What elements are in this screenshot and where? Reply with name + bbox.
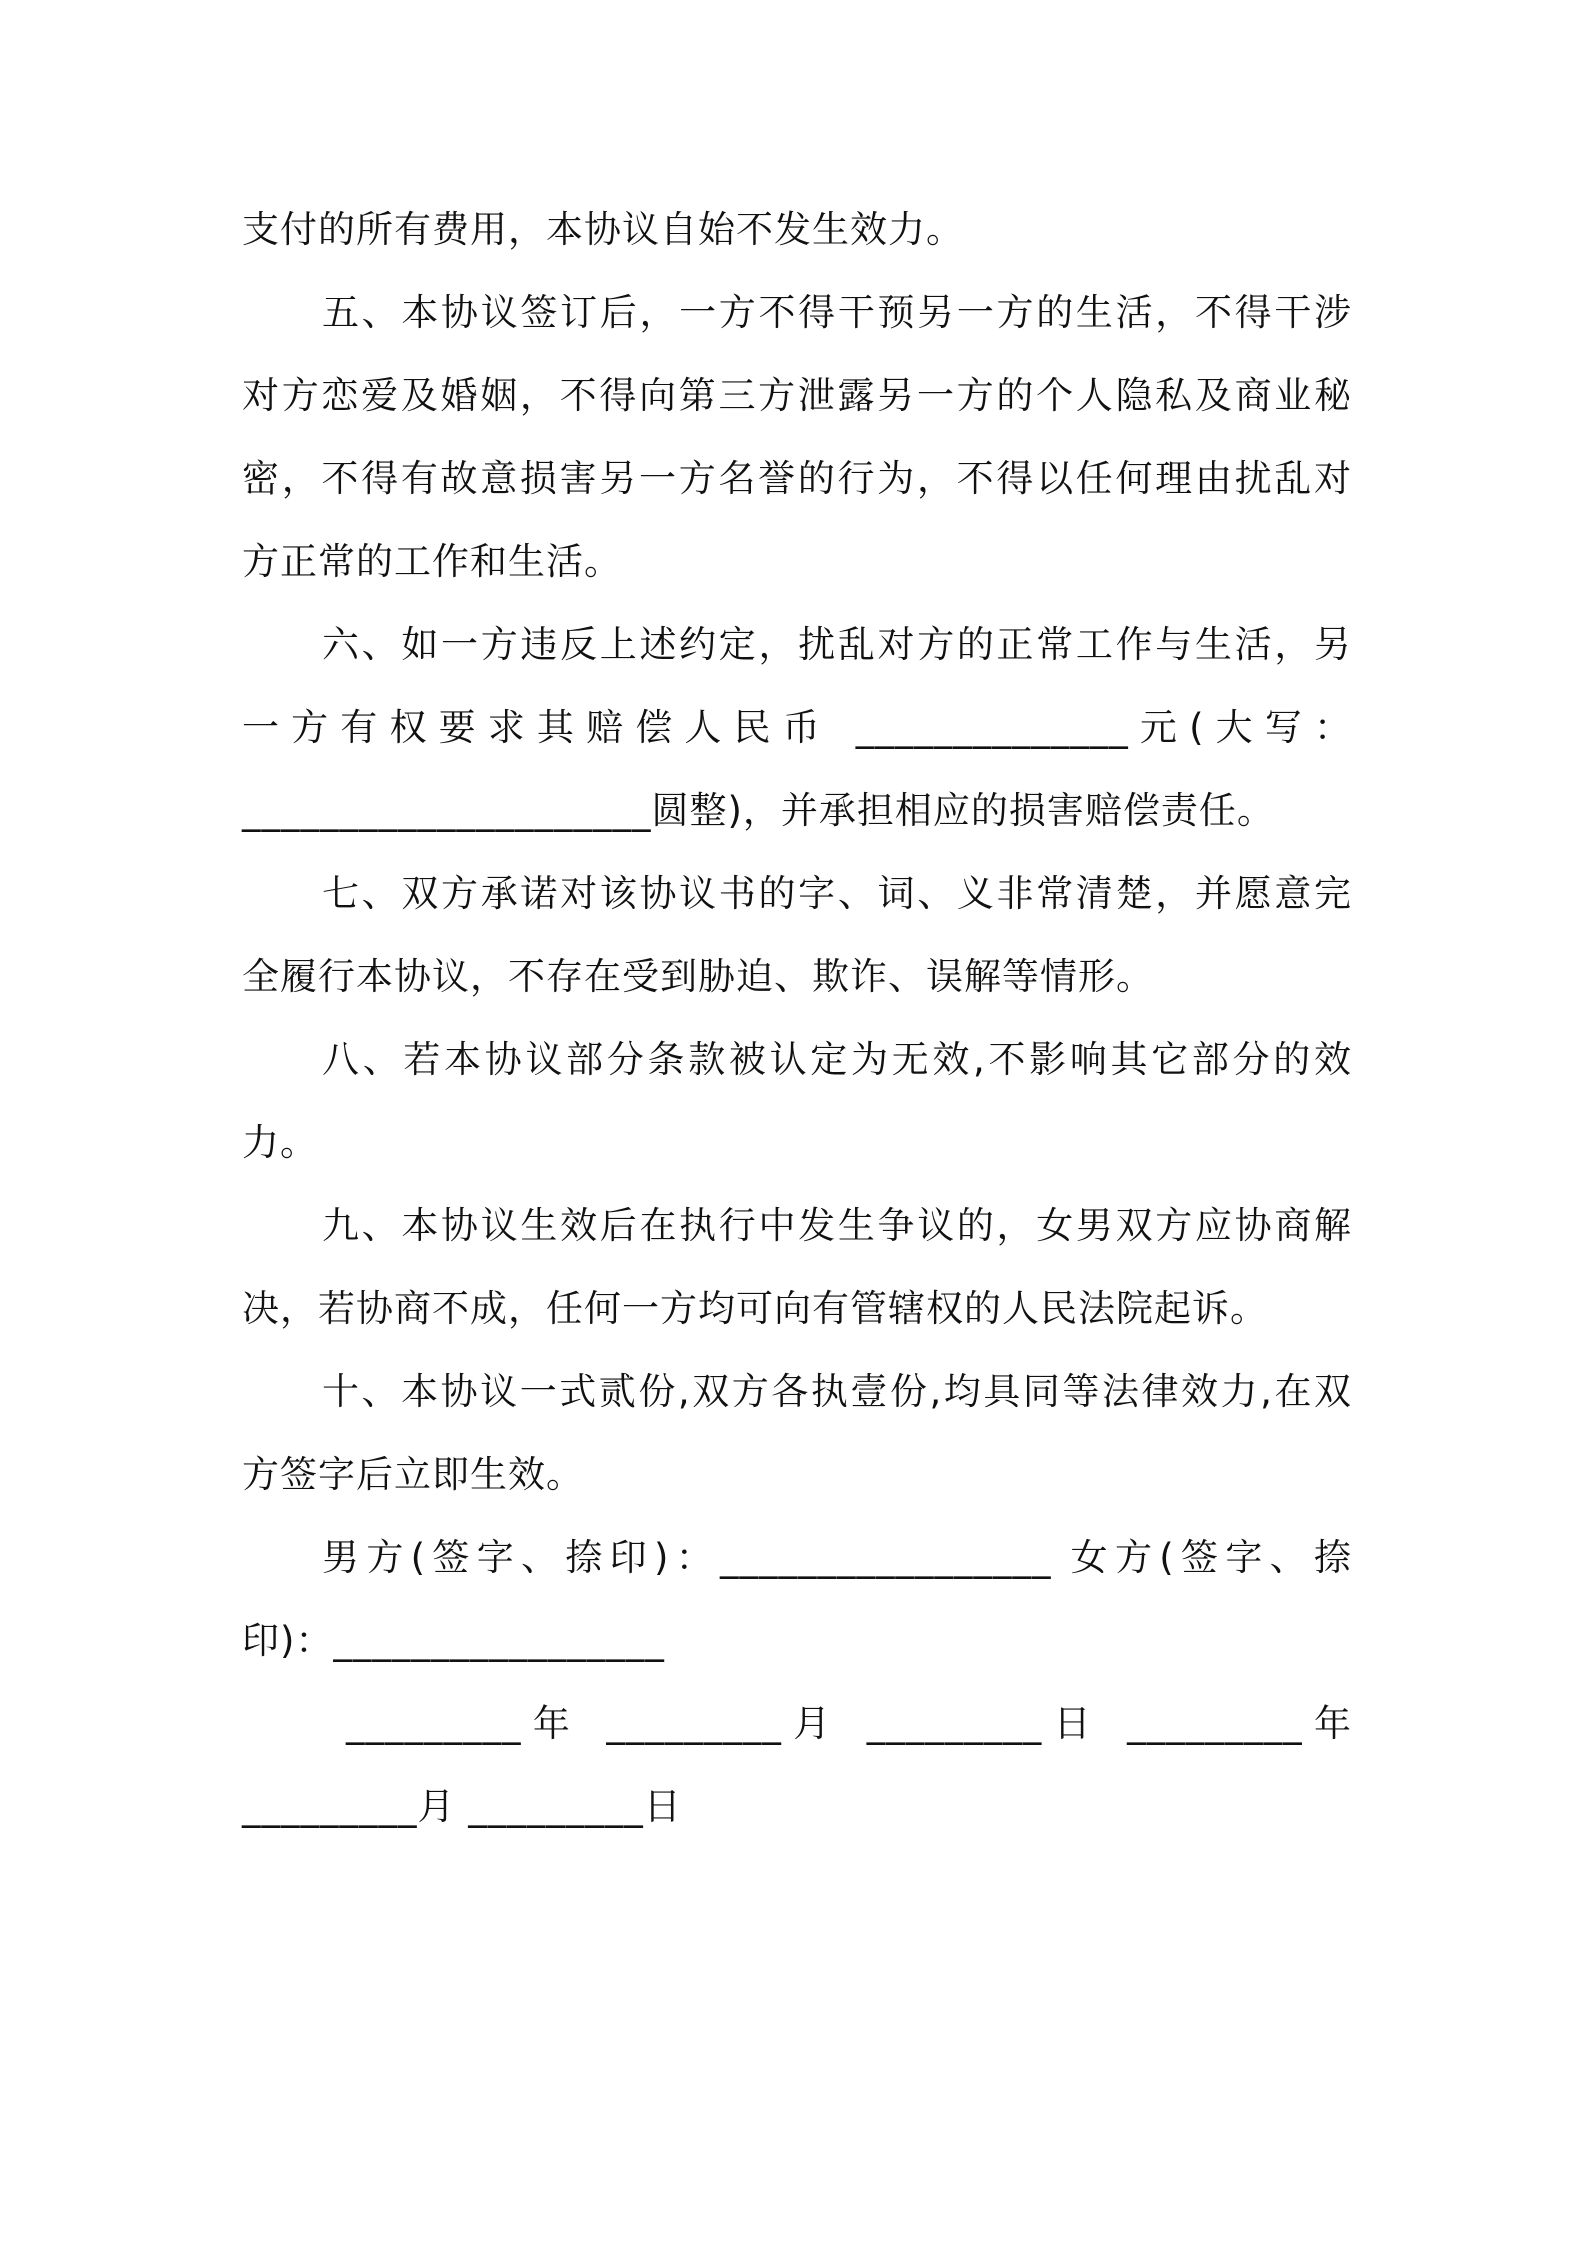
clause-9-heading-line: 九、本协议生效后在执行中发生争议的，女男双方应协商解: [322, 1204, 1352, 1247]
text-line: 决，若协商不成，任何一方均可向有管辖权的人民法院起诉。: [242, 1287, 1268, 1330]
clause-7-heading-line: 七、双方承诺对该协议书的字、词、义非常清楚，并愿意完: [322, 872, 1352, 915]
date-line: _________年 _________月 _________日 _________年: [346, 1702, 1352, 1745]
clause-6-heading-line: 六、如一方违反上述约定，扰乱对方的正常工作与生活，另: [322, 623, 1352, 666]
clause-10-heading-line: 十、本协议一式贰份,双方各执壹份,均具同等法律效力,在双: [322, 1370, 1352, 1413]
text-line: _____________________圆整)，并承担相应的损害赔偿责任。: [242, 789, 1275, 832]
text-line: 一方有权要求其赔偿人民币 ______________元(大写：: [242, 706, 1352, 749]
clause-5-heading-line: 五、本协议签订后，一方不得干预另一方的生活，不得干涉: [322, 291, 1352, 334]
signature-line-continued: 印)：_________________: [242, 1619, 665, 1662]
signature-line: 男方(签字、捺印)：_________________ 女方(签字、捺: [322, 1536, 1352, 1579]
text-line: 对方恋爱及婚姻，不得向第三方泄露另一方的个人隐私及商业秘: [242, 374, 1352, 417]
text-line: 方正常的工作和生活。: [242, 540, 622, 583]
date-line-continued: _________月 _________日: [242, 1785, 682, 1828]
text-line: 全履行本协议，不存在受到胁迫、欺诈、误解等情形。: [242, 955, 1154, 998]
clause-8-heading-line: 八、若本协议部分条款被认定为无效,不影响其它部分的效: [322, 1038, 1352, 1081]
text-line: 密，不得有故意损害另一方名誉的行为，不得以任何理由扰乱对: [242, 457, 1352, 500]
text-line: 支付的所有费用，本协议自始不发生效力。: [242, 208, 964, 251]
text-line: 方签字后立即生效。: [242, 1453, 584, 1496]
text-line: 力。: [242, 1121, 318, 1164]
